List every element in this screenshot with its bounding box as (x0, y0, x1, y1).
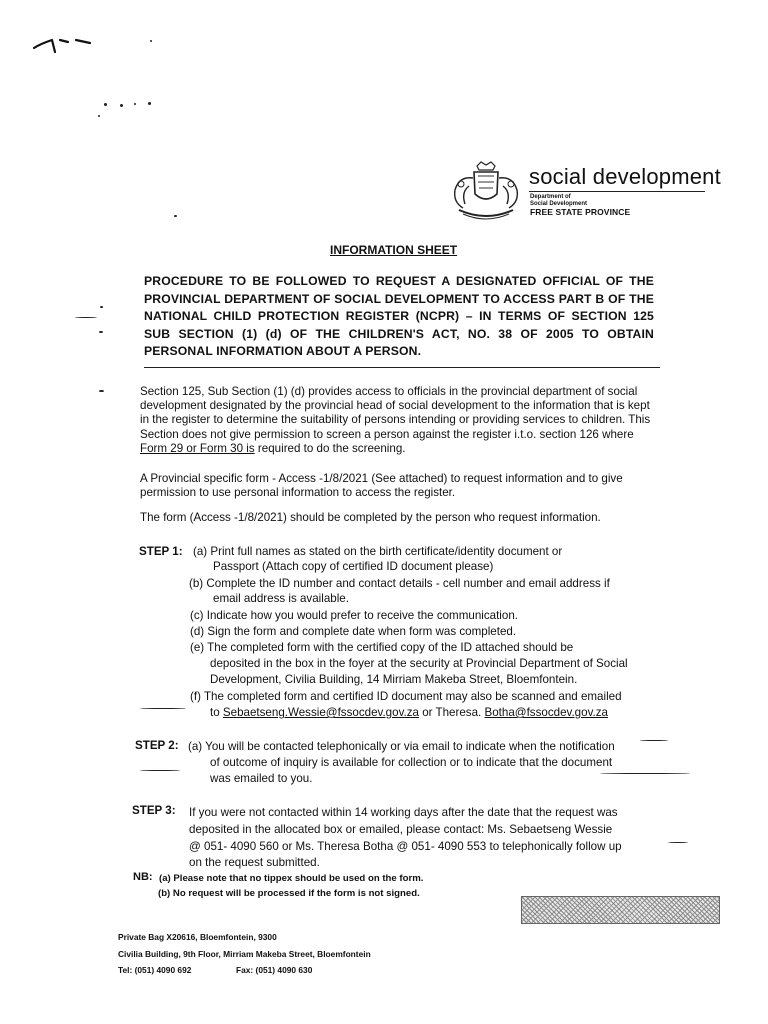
scan-speck (600, 773, 690, 774)
step3-label: STEP 3: (132, 804, 176, 817)
scan-speck (98, 115, 100, 117)
step3-text-cont: deposited in the allocated box or emailed, please contact: Ms. Sebaetseng Wessie (189, 823, 613, 836)
form-completion-paragraph: The form (Access -1/8/2021) should be completed by the person who request information. (140, 511, 601, 524)
nb-item-b: (b) No request will be processed if the form is not signed. (158, 888, 420, 899)
scan-speck (140, 708, 186, 709)
scan-speck (134, 103, 136, 105)
form-reference: Form 29 or Form 30 is (140, 441, 255, 455)
step1-item-b-cont: email address is available. (213, 592, 349, 605)
step2-item-a-cont: of outcome of inquiry is available for collection or to indicate that the document (210, 756, 613, 769)
step1-item-a: (a) Print full names as stated on the birth certificate/identity document or (193, 545, 563, 558)
footer-street-address: Civilia Building, 9th Floor, Mirriam Makeba Street, Bloemfontein (118, 949, 371, 959)
step1-item-b: (b) Complete the ID number and contact details - cell number and email address if (189, 577, 610, 590)
scan-speck (120, 104, 123, 107)
scan-mark (32, 34, 94, 56)
scan-speck (148, 102, 151, 105)
step1-item-e-cont: deposited in the box in the foyer at the security at Provincial Department of Social (210, 657, 628, 670)
scan-speck (174, 215, 177, 217)
procedure-heading: PROCEDURE TO BE FOLLOWED TO REQUEST A DESIGNATED OFFICIAL OF THE PROVINCIAL DEPARTMENT OF SOCIAL DEVELOPMENT TO ACCESS PART B OF THE NATIONAL CHILD PROTECTION REGISTER (NCPR) – IN TERMS OF SECTION 125 SUB SECTION (1) (d) OF THE CHILDREN'S ACT, NO. 38 OF 2005 TO OBTAIN PERSONAL INFORMATION ABOUT A PERSON. (144, 274, 654, 358)
footer-telephone: Tel: (051) 4090 692 (118, 965, 192, 975)
step1-item-d: (d) Sign the form and complete date when form was completed. (190, 625, 517, 638)
step3-text-cont3: on the request submitted. (189, 856, 320, 869)
step1-item-e: (e) The completed form with the certified copy of the ID attached should be (190, 641, 574, 654)
header-divider (529, 191, 705, 192)
department-subtitle: Department of Social Development (530, 194, 588, 207)
scan-speck (75, 317, 97, 318)
footer-postal-address: Private Bag X20616, Bloemfontein, 9300 (118, 932, 277, 942)
step1-item-a-cont: Passport (Attach copy of certified ID document please) (213, 560, 494, 573)
received-stamp (521, 896, 720, 924)
department-title: social development (529, 164, 721, 189)
nb-item-a: (a) Please note that no tippex should be used on the form. (159, 873, 424, 884)
scan-speck (104, 103, 107, 106)
scan-speck (150, 40, 152, 42)
scan-speck (640, 740, 668, 741)
scan-speck (668, 842, 688, 843)
page-title: INFORMATION SHEET (330, 243, 458, 257)
step1-label: STEP 1: (139, 545, 183, 558)
coat-of-arms-icon (447, 160, 525, 222)
scan-speck (99, 331, 103, 333)
email-link-botha[interactable]: Botha@fssocdev.gov.za (484, 706, 608, 719)
scan-speck (100, 306, 103, 308)
footer-fax: Fax: (051) 4090 630 (236, 965, 313, 975)
step1-item-f: (f) The completed form and certified ID document may also be scanned and emailed (190, 690, 622, 703)
step1-item-e-cont2: Development, Civilia Building, 14 Mirriam Makeba Street, Bloemfontein. (210, 673, 578, 686)
step3-text-cont2: @ 051- 4090 560 or Ms. Theresa Botha @ 051- 4090 553 to telephonically follow up (189, 840, 622, 853)
section-divider (144, 367, 660, 368)
nb-label: NB: (133, 871, 153, 883)
step1-item-f-cont: to Sebaetseng.Wessie@fssocdev.gov.za or Theresa. Botha@fssocdev.gov.za (210, 706, 608, 719)
step2-item-a: (a) You will be contacted telephonically or via email to indicate when the notification (188, 740, 615, 753)
provincial-form-paragraph: A Provincial specific form - Access -1/8/2021 (See attached) to request information and to give permission to use personal information to access the register. (140, 472, 623, 500)
step1-item-c: (c) Indicate how you would prefer to receive the communication. (190, 609, 519, 622)
scan-speck (140, 770, 180, 771)
email-link-wessie[interactable]: Sebaetseng.Wessie@fssocdev.gov.za (222, 706, 419, 719)
step3-text: If you were not contacted within 14 working days after the date that the request was (189, 806, 618, 819)
province-name: FREE STATE PROVINCE (530, 207, 631, 217)
step2-item-a-cont2: was emailed to you. (210, 772, 313, 785)
scan-speck (99, 390, 104, 392)
step2-label: STEP 2: (135, 739, 179, 752)
section-125-paragraph: Section 125, Sub Section (1) (d) provides access to officials in the provincial department of social development designated by the provincial head of social development to the information that is kept in the register to determine the suitability of persons intending or providing services to children. This Section does not give permission to screen a person against the register i.t.o. section 126 where Form 29 or Form 30 is required to do the screening. (140, 385, 651, 455)
